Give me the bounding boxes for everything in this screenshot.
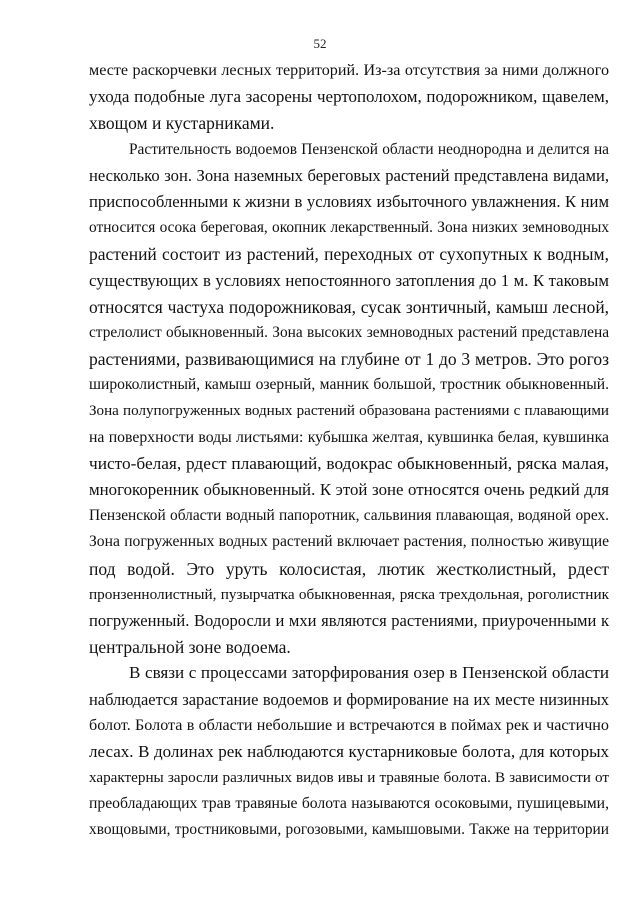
text-line: хвощом и кустарниками.: [89, 113, 275, 134]
text-line: растений состоит из растений, переходных от сухопутных к водным,: [89, 244, 609, 265]
text-line: погруженный. Водоросли и мхи являются растениями, приуроченными к: [89, 610, 609, 630]
text-line: характерны заросли различных видов ивы и травяные болота. В зависимости от: [89, 769, 609, 787]
text-line: месте раскорчевки лесных территорий. Из-за отсутствия за ними должного: [89, 62, 609, 79]
page-number: 52: [313, 36, 327, 51]
text-line: пронзеннолистный, пузырчатка обыкновенная, ряска трехдольная, роголистник: [89, 585, 609, 603]
text-line: преобладающих трав травяные болота называются осоковыми, пушицевыми,: [89, 795, 609, 813]
text-line: относятся частуха подорожниковая, сусак зонтичный, камыш лесной,: [89, 296, 609, 317]
text-line: центральной зоне водоема.: [89, 637, 291, 658]
text-line: существующих в условиях непостоянного затопления до 1 м. К таковым: [89, 270, 609, 290]
text-line: на поверхности воды листьями: кубышка желтая, кувшинка белая, кувшинка: [89, 428, 609, 446]
paragraph-first-line: В связи с процессами заторфирования озер в Пензенской области: [129, 663, 609, 683]
paragraph-first-line: Растительность водоемов Пензенской области неоднородна и делится на: [129, 140, 609, 158]
text-line: ухода подобные луга засорены чертополохом, подорожником, щавелем,: [89, 87, 609, 107]
text-line: широколистный, камыш озерный, манник большой, тростник обыкновенный.: [89, 376, 609, 394]
text-line: хвощовыми, тростниковыми, рогозовыми, камышовыми. Также на территории: [89, 821, 609, 839]
text-line: Пензенской области водный папоротник, сальвиния плавающая, водяной орех.: [89, 507, 609, 525]
text-line: наблюдается зарастание водоемов и формирование на их месте низинных: [89, 689, 609, 709]
text-line: чисто-белая, рдест плавающий, водокрас обыкновенный, ряска малая,: [89, 453, 609, 473]
text-line: несколько зон. Зона наземных береговых растений представлена видами,: [89, 165, 609, 185]
text-line: приспособленными к жизни в условиях избыточного увлажнения. К ним: [89, 191, 609, 211]
text-line: болот. Болота в области небольшие и встречаются в поймах рек и частично: [89, 716, 609, 734]
text-line: под водой. Это уруть колосистая, лютик жестколистный, рдест: [89, 558, 609, 579]
text-line: стрелолист обыкновенный. Зона высоких земноводных растений представлена: [89, 323, 609, 341]
body-text: [89, 58, 609, 844]
text-line: лесах. В долинах рек наблюдаются кустарниковые болота, для которых: [89, 741, 609, 761]
text-line: многокоренник обыкновенный. К этой зоне относятся очень редкий для: [89, 480, 609, 499]
text-line: растениями, развивающимися на глубине от 1 до 3 метров. Это рогоз: [89, 349, 609, 370]
text-line: Зона погруженных водных растений включает растения, полностью живущие: [89, 533, 609, 551]
text-line: относится осока береговая, окопник лекарственный. Зона низких земноводных: [89, 219, 609, 237]
text-line: Зона полупогруженных водных растений образована растениями с плавающими: [89, 403, 609, 420]
